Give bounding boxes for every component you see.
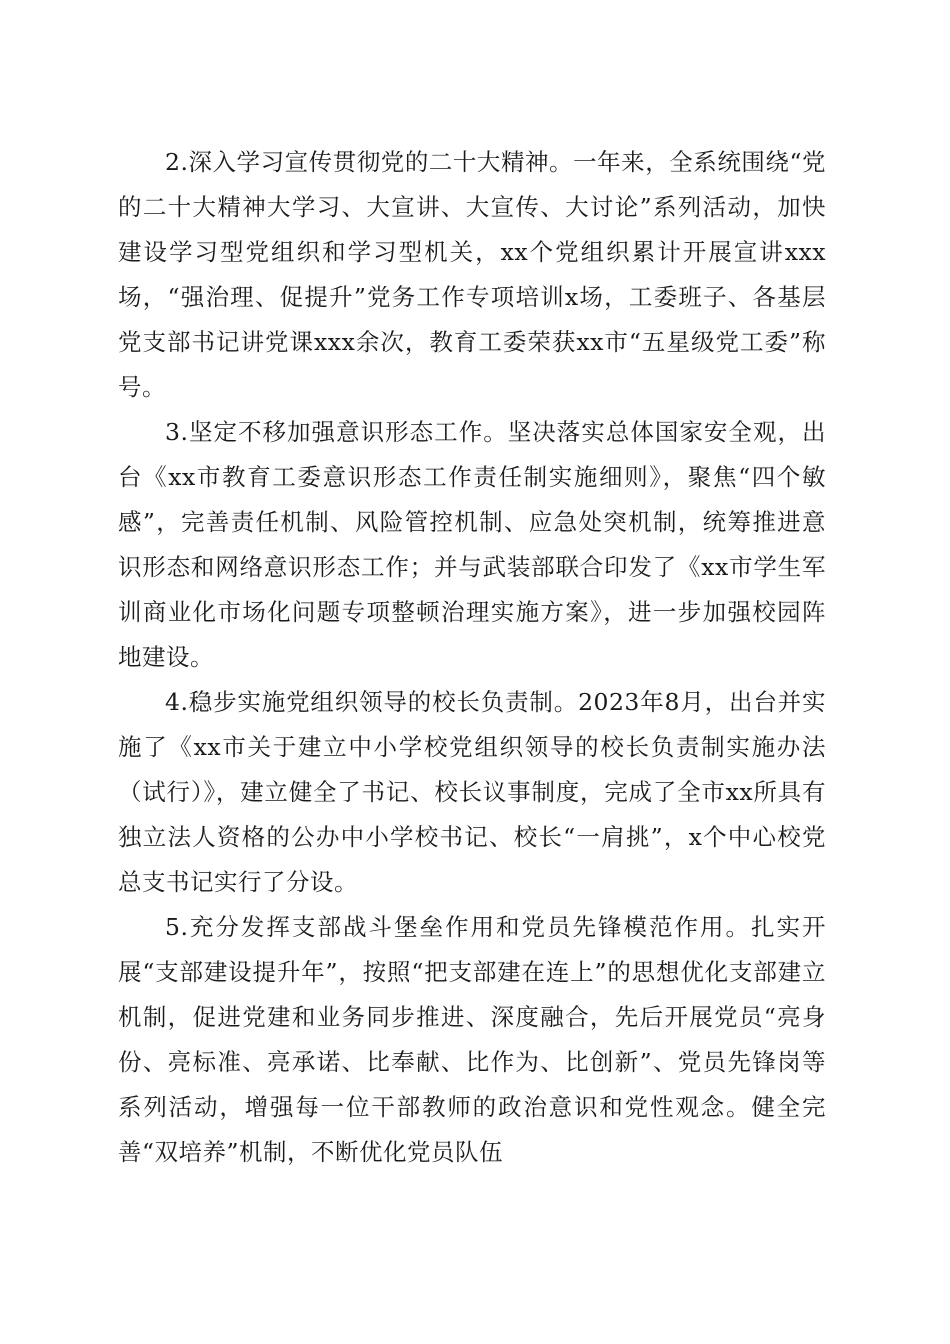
document-body (118, 140, 826, 1175)
paragraph-3-ideology-work: 3.坚定不移加强意识形态工作。坚决落实总体国家安全观，出台《xx市教育工委意识形态工作责任制实施细则》，聚焦“四个敏感”，完善责任机制、风险管控机制、应急处突机制，统筹推进意识形态和网络意识形态工作；并与武装部联合印发了《xx市学生军训商业化市场化问题专项整顿治理实施方案》，进一步加强校园阵地建设。 (118, 418, 826, 671)
paragraph-5-branch-role: 5.充分发挥支部战斗堡垒作用和党员先锋模范作用。扎实开展“支部建设提升年”，按照“把支部建在连上”的思想优化支部建立机制，促进党建和业务同步推进、深度融合，先后开展党员“亮身份、亮标准、亮承诺、比奉献、比作为、比创新”、党员先锋岗等系列活动，增强每一位干部教师的政治意识和党性观念。健全完善“双培养”机制，不断优化党员队伍 (118, 913, 826, 1166)
paragraph-2-ideology-study: 2.深入学习宣传贯彻党的二十大精神。一年来，全系统围绕“党的二十大精神大学习、大宣讲、大宣传、大讨论”系列活动，加快建设学习型党组织和学习型机关，xx个党组织累计开展宣讲xxx场，“强治理、促提升”党务工作专项培训x场，工委班子、各基层党支部书记讲党课xxx余次，教育工委荣获xx市“五星级党工委”称号。 (118, 148, 826, 401)
paragraph-4-principal-responsibility: 4.稳步实施党组织领导的校长负责制。2023年8月，出台并实施了《xx市关于建立中小学校党组织领导的校长负责制实施办法（试行）》，建立健全了书记、校长议事制度，完成了全市xx所具有独立法人资格的公办中小学校书记、校长“一肩挑”，x个中心校党总支书记实行了分设。 (118, 688, 826, 896)
